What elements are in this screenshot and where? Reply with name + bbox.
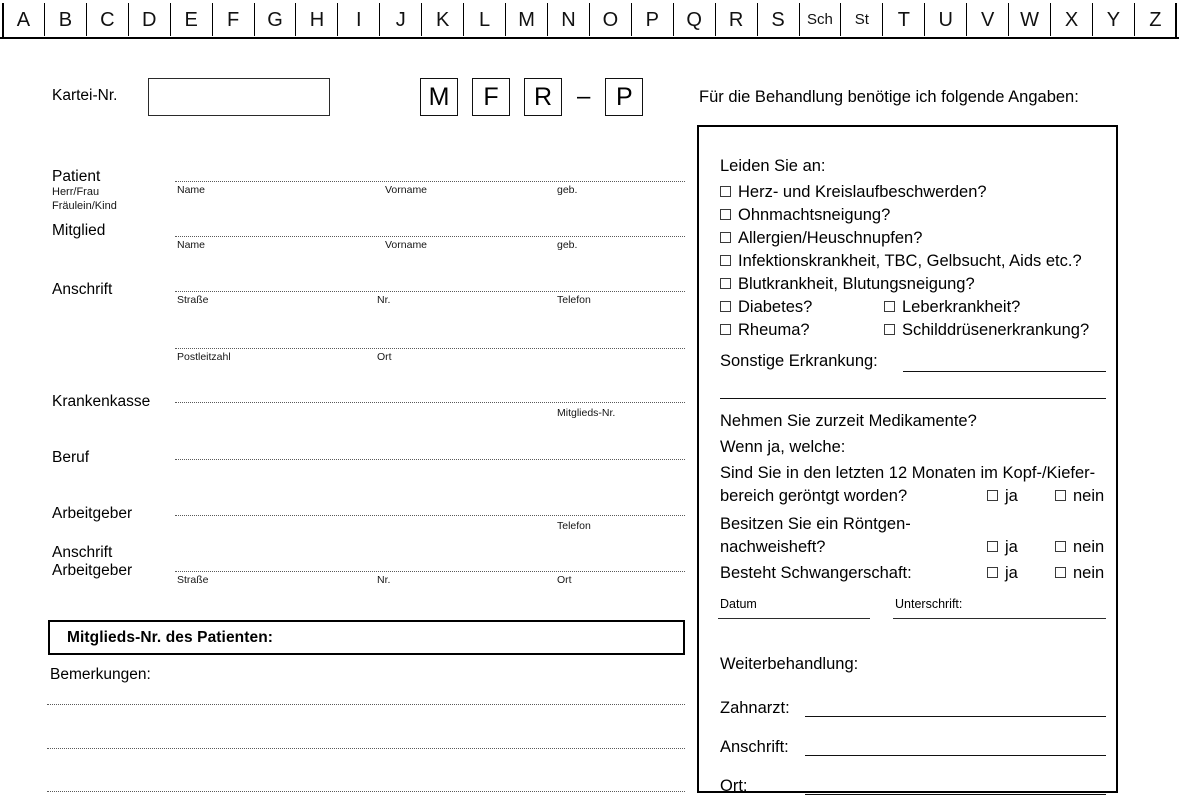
roentgen-ja-label: ja [1005,487,1018,505]
anschrift-label: Anschrift [52,281,113,298]
index-letter-w[interactable]: W [1008,3,1050,36]
condition-label-diabetes: Diabetes? [738,298,813,316]
nachweisheft-ja-option[interactable] [987,538,1018,557]
anschrift-arbeitgeber-strasse-caption: Straße [177,574,209,586]
index-letter-k[interactable]: K [421,3,463,36]
checkbox-icon-schwangerschaft-nein[interactable] [1055,567,1066,578]
sonstige-erkrankung-input-line-1[interactable] [903,371,1106,372]
condition-row-infektion[interactable] [720,252,1082,271]
anschrift-arbeitgeber-label-line2: Arbeitgeber [52,562,133,579]
krankenkasse-label: Krankenkasse [52,393,151,410]
weiterbehandlung-anschrift-input-line[interactable] [805,755,1106,756]
beruf-input-line[interactable] [175,459,685,460]
code-dash: – [577,83,591,110]
weiterbehandlung-anschrift-label: Anschrift: [720,738,789,756]
nachweisheft-question-line1: Besitzen Sie ein Röntgen- [720,515,911,533]
condition-row-allergien[interactable] [720,229,922,248]
index-letter-g[interactable]: G [254,3,296,36]
index-letter-y[interactable]: Y [1092,3,1134,36]
checkbox-icon-rheuma[interactable] [720,324,731,335]
checkbox-icon-roentgen-ja[interactable] [987,490,998,501]
patient-name-input-line[interactable] [175,181,685,182]
alphabet-index-strip[interactable] [3,3,1176,36]
condition-label-blutkrankheit: Blutkrankheit, Blutungsneigung? [738,275,975,293]
index-letter-e[interactable]: E [170,3,212,36]
condition-row-schilddruese[interactable] [884,321,1089,340]
mitglied-name-input-line[interactable] [175,236,685,237]
index-letter-st[interactable]: St [840,3,882,36]
condition-row-herz[interactable] [720,183,987,202]
krankenkasse-input-line[interactable] [175,402,685,403]
condition-label-rheuma: Rheuma? [738,321,810,339]
patient-sub-herr-frau: Herr/Frau [52,186,100,198]
bemerkungen-line-2[interactable] [47,748,685,749]
index-letter-sch[interactable]: Sch [799,3,841,36]
condition-label-herz: Herz- und Kreislaufbeschwerden? [738,183,987,201]
roentgen-nein-option[interactable] [1055,487,1104,506]
mitglieds-nr-patient-box[interactable] [48,620,685,655]
roentgen-question-line2: bereich geröntgt worden? [720,487,908,505]
index-letter-s[interactable]: S [757,3,799,36]
index-letter-v[interactable]: V [966,3,1008,36]
medikamente-question: Nehmen Sie zurzeit Medikamente? [720,412,977,430]
arbeitgeber-telefon-caption: Telefon [557,520,591,532]
roentgen-ja-option[interactable] [987,487,1018,506]
patient-geb-caption: geb. [557,184,578,196]
anschrift-ort-caption: Ort [377,351,392,363]
code-box-p[interactable]: P [605,78,643,116]
index-letter-r[interactable]: R [715,3,757,36]
arbeitgeber-label: Arbeitgeber [52,505,133,522]
anschrift-nr-caption: Nr. [377,294,391,306]
sonstige-erkrankung-input-line-2[interactable] [720,398,1106,399]
mitglied-label: Mitglied [52,222,106,239]
index-letter-f[interactable]: F [212,3,254,36]
weiterbehandlung-ort-input-line[interactable] [805,794,1106,795]
patient-vorname-caption: Vorname [385,184,428,196]
checkbox-icon-infektion[interactable] [720,255,731,266]
schwangerschaft-nein-label: nein [1073,564,1105,582]
wenn-ja-welche-label: Wenn ja, welche: [720,438,846,456]
mitglied-geb-caption: geb. [557,239,578,251]
index-letter-t[interactable]: T [882,3,924,36]
index-letter-n[interactable]: N [547,3,589,36]
checkbox-icon-roentgen-nein[interactable] [1055,490,1066,501]
krankenkasse-mitgliedsnr-caption: Mitglieds-Nr. [557,407,616,419]
anschrift-arbeitgeber-label-line1: Anschrift [52,544,113,561]
nachweisheft-ja-label: ja [1005,538,1018,556]
beruf-label: Beruf [52,449,90,466]
weiterbehandlung-heading: Weiterbehandlung: [720,655,859,673]
roentgen-question-line1: Sind Sie in den letzten 12 Monaten im Kopf-/Kiefer- [720,464,1096,482]
mitglied-name-caption: Name [177,239,206,251]
schwangerschaft-question: Besteht Schwangerschaft: [720,564,912,582]
condition-label-infektion: Infektionskrankheit, TBC, Gelbsucht, Aids etc.? [738,252,1082,270]
weiterbehandlung-ort-label: Ort: [720,777,748,795]
index-letter-p[interactable]: P [631,3,673,36]
nachweisheft-nein-option[interactable] [1055,538,1104,557]
datum-input-line[interactable] [718,618,870,619]
checkbox-icon-herz[interactable] [720,186,731,197]
questionnaire-panel [697,125,1118,793]
anschrift-plz-caption: Postleitzahl [177,351,231,363]
checkbox-icon-schilddruese[interactable] [884,324,895,335]
index-letter-b[interactable]: B [44,3,86,36]
index-letter-m[interactable]: M [505,3,547,36]
index-letter-a[interactable]: A [16,8,31,31]
roentgen-nein-label: nein [1073,487,1105,505]
condition-row-leberkrankheit[interactable] [884,298,1020,317]
index-letter-z[interactable]: Z [1134,3,1176,36]
anschrift-arbeitgeber-ort-caption: Ort [557,574,572,586]
mitglieds-nr-patient-label: Mitglieds-Nr. des Patienten: [67,628,274,646]
checkbox-icon-nachweisheft-nein[interactable] [1055,541,1066,552]
anschrift-arbeitgeber-input-line[interactable] [175,571,685,572]
checkbox-icon-diabetes[interactable] [720,301,731,312]
bemerkungen-line-1[interactable] [47,704,685,705]
code-letter-boxes [420,78,643,116]
schwangerschaft-nein-option[interactable] [1055,564,1104,583]
condition-row-diabetes[interactable] [720,298,812,317]
index-letter-i[interactable]: I [337,3,379,36]
nachweisheft-nein-label: nein [1073,538,1105,556]
patient-label: Patient [52,168,101,185]
zahnarzt-input-line[interactable] [805,716,1106,717]
checkbox-icon-nachweisheft-ja[interactable] [987,541,998,552]
bemerkungen-line-3[interactable] [47,791,685,792]
condition-row-blutkrankheit[interactable] [720,275,975,294]
condition-label-leberkrankheit: Leberkrankheit? [902,298,1021,316]
condition-label-ohnmacht: Ohnmachtsneigung? [738,206,891,224]
index-letter-c[interactable]: C [86,3,128,36]
zahnarzt-label: Zahnarzt: [720,699,790,717]
checkbox-icon-ohnmacht[interactable] [720,209,731,220]
index-letter-q[interactable]: Q [673,3,715,36]
schwangerschaft-ja-label: ja [1005,564,1018,582]
code-box-f[interactable]: F [472,78,510,116]
index-letter-o[interactable]: O [589,3,631,36]
anschrift-strasse-input-line[interactable] [175,291,685,292]
anschrift-strasse-caption: Straße [177,294,209,306]
kartei-nr-label: Kartei-Nr. [52,87,118,104]
checkbox-icon-blutkrankheit[interactable] [720,278,731,289]
unterschrift-input-line[interactable] [893,618,1106,619]
schwangerschaft-ja-option[interactable] [987,564,1018,583]
index-letter-x[interactable]: X [1050,3,1092,36]
arbeitgeber-input-line[interactable] [175,515,685,516]
index-letter-d[interactable]: D [128,3,170,36]
nachweisheft-question-line2: nachweisheft? [720,538,826,556]
condition-label-allergien: Allergien/Heuschnupfen? [738,229,923,247]
code-box-r[interactable]: R [524,78,562,116]
index-letter-j[interactable]: J [379,3,421,36]
unterschrift-label: Unterschrift: [895,597,963,611]
patient-name-caption: Name [177,184,206,196]
index-strip-bottom-rule [0,37,1179,39]
anschrift-arbeitgeber-nr-caption: Nr. [377,574,391,586]
checkbox-icon-leberkrankheit[interactable] [884,301,895,312]
checkbox-icon-schwangerschaft-ja[interactable] [987,567,998,578]
questionnaire-intro-text: Für die Behandlung benötige ich folgende Angaben: [699,88,1079,106]
mitglied-vorname-caption: Vorname [385,239,428,251]
index-letter-u[interactable]: U [924,3,966,36]
anschrift-plz-ort-input-line[interactable] [175,348,685,349]
sonstige-erkrankung-label: Sonstige Erkrankung: [720,352,878,370]
index-letter-h[interactable]: H [295,3,337,36]
kartei-nr-input[interactable] [148,78,330,116]
condition-label-schilddruese: Schilddrüsenerkrankung? [902,321,1090,339]
condition-row-ohnmacht[interactable] [720,206,890,225]
leiden-heading: Leiden Sie an: [720,157,826,175]
bemerkungen-label: Bemerkungen: [50,666,151,683]
index-letter-l[interactable]: L [463,3,505,36]
checkbox-icon-allergien[interactable] [720,232,731,243]
patient-sub-fraeulein-kind: Fräulein/Kind [52,200,117,212]
code-box-m[interactable]: M [420,78,458,116]
anschrift-telefon-caption: Telefon [557,294,591,306]
condition-row-rheuma[interactable] [720,321,810,340]
datum-label: Datum [720,597,757,611]
